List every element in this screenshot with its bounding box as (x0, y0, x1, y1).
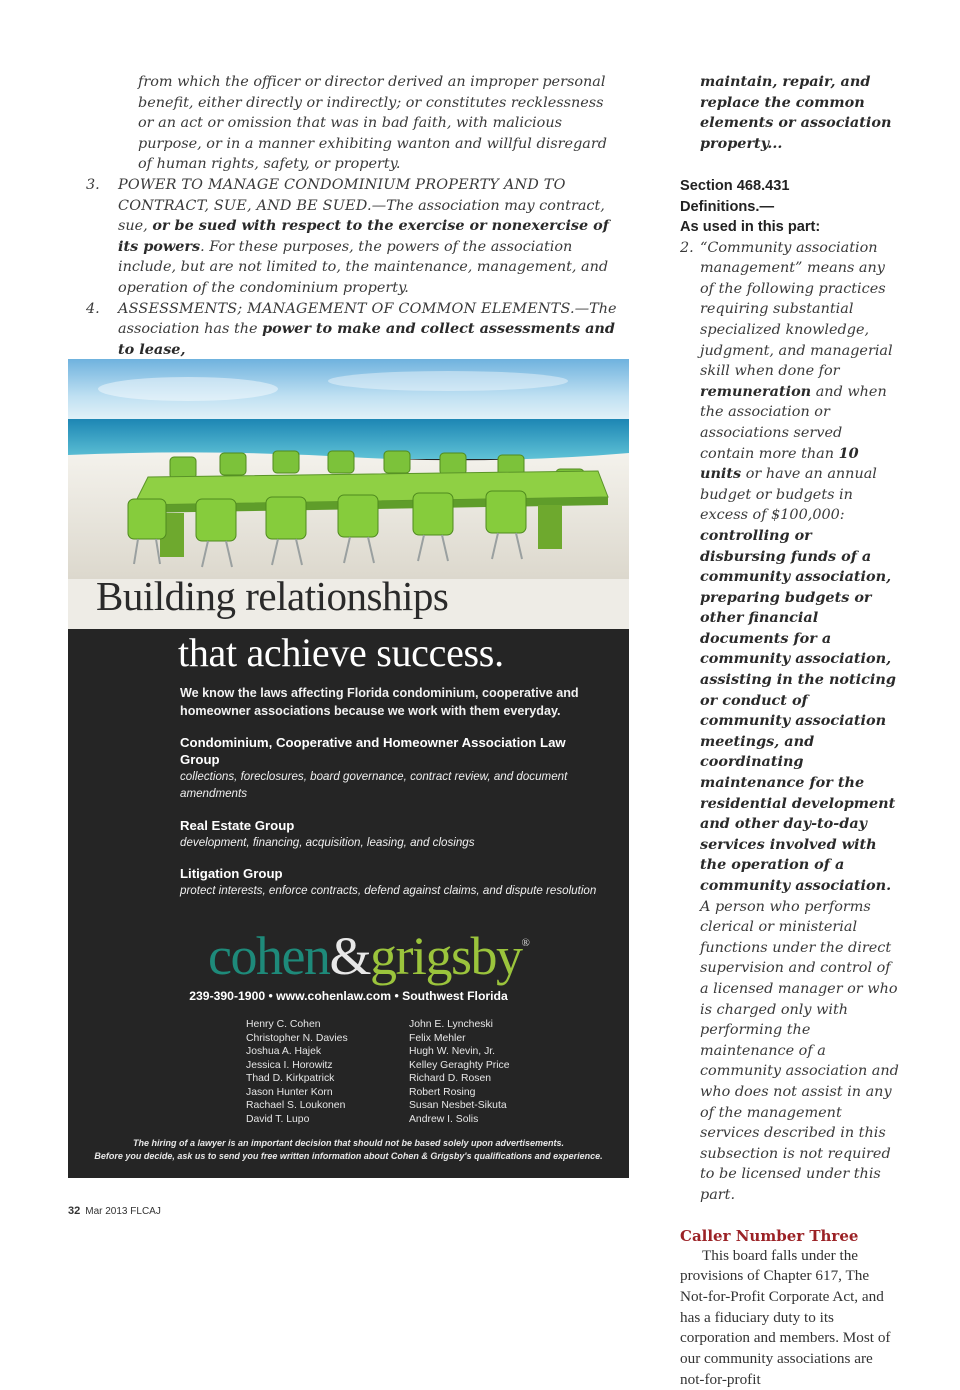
attorney-name: Christopher N. Davies (246, 1032, 406, 1046)
ad-intro-text: We know the laws affecting Florida condominium, cooperative and homeowner associations because we work with them everyday. (180, 685, 610, 720)
section-lead: As used in this part: (680, 217, 900, 237)
definition-bold: controlling or disbursing funds of a community association, preparing budgets or other financial documents for a community association, assisting in the noticing or conduct of community association meetings, and coordinating maintenance for the residential development and other day-to-day services involved with the operation of a community association. (700, 527, 896, 894)
practice-group-title: Litigation Group (180, 865, 600, 882)
left-column-text (86, 72, 626, 360)
attorney-list-right (409, 1018, 579, 1126)
page-number: 32 (68, 1205, 80, 1217)
practice-group-description: protect interests, enforce contracts, defend against claims, and dispute resolution (180, 882, 600, 899)
ad-headline-line1: Building relationships (96, 572, 448, 620)
attorney-name: Jessica I. Horowitz (246, 1059, 406, 1073)
practice-group-condo (180, 734, 600, 802)
attorney-name: Richard D. Rosen (409, 1072, 579, 1086)
attorney-name: Thad D. Kirkpatrick (246, 1072, 406, 1086)
attorney-name: Henry C. Cohen (246, 1018, 406, 1032)
ad-contact-line: 239-390-1900 • www.cohenlaw.com • Southwest Florida (68, 989, 629, 1003)
section-title: Section 468.431 (680, 176, 900, 196)
section-subtitle: Definitions.— (680, 197, 900, 217)
attorney-name: David T. Lupo (246, 1113, 406, 1127)
attorney-name: Robert Rosing (409, 1086, 579, 1100)
practice-group-description: collections, foreclosures, board governance, contract review, and document amendments (180, 768, 600, 802)
cohen-grigsby-advertisement (68, 359, 629, 1178)
issue-label: Mar 2013 FLCAJ (85, 1206, 161, 1217)
definition-bold: 10 units (700, 445, 859, 483)
caller-heading: Caller Number Three (680, 1226, 900, 1246)
attorney-name: Susan Nesbet-Sikuta (409, 1099, 579, 1113)
photo-illustration (68, 359, 629, 579)
item-number: 2. (680, 238, 694, 259)
ad-disclaimer (88, 1137, 609, 1163)
list-item-4 (86, 299, 626, 361)
logo-grigsby: grigsby (370, 926, 522, 986)
attorney-name: Andrew I. Solis (409, 1113, 579, 1127)
attorney-name: Joshua A. Hajek (246, 1045, 406, 1059)
attorney-name: Jason Hunter Korn (246, 1086, 406, 1100)
item-number: 4. (86, 299, 100, 320)
ad-headline-line2: that achieve success. (178, 629, 504, 676)
item-heading: ASSESSMENTS; MANAGEMENT OF COMMON ELEMENTS. (118, 301, 575, 317)
item-text: —The association has the (118, 301, 617, 338)
caller-body: This board falls under the provisions of Chapter 617, The Not-for-Profit Corporate Act, and has a fiduciary duty to its corporation and members. Most of our community associations are not-for-profit (680, 1246, 900, 1390)
attorney-list-left (246, 1018, 406, 1126)
definition-item-2 (680, 238, 900, 1206)
definition-text: or have an annual budget or budgets in excess of $100,000: (700, 466, 877, 523)
logo-cohen: cohen (208, 926, 329, 986)
item-text: . For these purposes, the powers of the association include, but are not limited to, the maintenance, management, and operation of the condominium property. (118, 239, 608, 296)
practice-group-title: Real Estate Group (180, 817, 600, 834)
logo-ampersand: & (329, 926, 370, 986)
item-heading: POWER TO MANAGE CONDOMINIUM PROPERTY AND TO CONTRACT, SUE, AND BE SUED. (118, 177, 566, 214)
item-number: 3. (86, 175, 100, 196)
right-column-text (680, 72, 900, 1390)
attorney-name: John E. Lyncheski (409, 1018, 579, 1032)
list-item-3 (86, 175, 626, 299)
paragraph-continuation: from which the officer or director derived an improper personal benefit, either directly or indirectly; or constitutes recklessness or an act or omission that was in bad faith, with malicious purpose, or in a manner exhibiting wanton and willful disregard of human rights, safety, or property. (86, 72, 620, 175)
attorney-name: Felix Mehler (409, 1032, 579, 1046)
definition-bold: remuneration (700, 383, 811, 400)
attorney-name: Rachael S. Loukonen (246, 1099, 406, 1113)
practice-group-description: development, financing, acquisition, leasing, and closings (180, 834, 600, 851)
practice-group-title: Condominium, Cooperative and Homeowner Association Law Group (180, 734, 600, 768)
beach-conference-table-photo (68, 359, 629, 579)
practice-group-real-estate (180, 817, 600, 851)
item-text: —The association may contract, sue, (118, 198, 605, 235)
attorney-name: Kelley Geraghty Price (409, 1059, 579, 1073)
practice-group-litigation (180, 865, 600, 899)
disclaimer-line: The hiring of a lawyer is an important decision that should not be based solely upon advertisements. (88, 1137, 609, 1150)
disclaimer-line: Before you decide, ask us to send you free written information about Cohen & Grigsby's qualifications and experience. (88, 1150, 609, 1163)
definition-text: A person who performs clerical or ministerial functions under the direct supervision and control of a licensed manager or who is charged only with performing the maintenance of a community association and who does not assist in any of the management services described in this subsection is not required to be licensed under this part. (700, 899, 899, 1203)
logo-registered-mark: ® (521, 937, 528, 949)
definition-text: and when the association or associations served contain more than (700, 384, 887, 462)
definition-text: “Community association management” means any of the following practices requiring substantial specialized knowledge, judgment, and managerial skill when done for (700, 240, 893, 380)
paragraph-continuation: maintain, repair, and replace the common elements or association property... (680, 72, 900, 154)
page-footer (68, 1205, 161, 1217)
item-bold-text: power to make and collect assessments and to lease, (118, 320, 615, 358)
attorney-name: Hugh W. Nevin, Jr. (409, 1045, 579, 1059)
item-bold-text: or be sued with respect to the exercise or nonexercise of its powers (118, 217, 609, 255)
cohen-grigsby-logo (208, 925, 528, 987)
